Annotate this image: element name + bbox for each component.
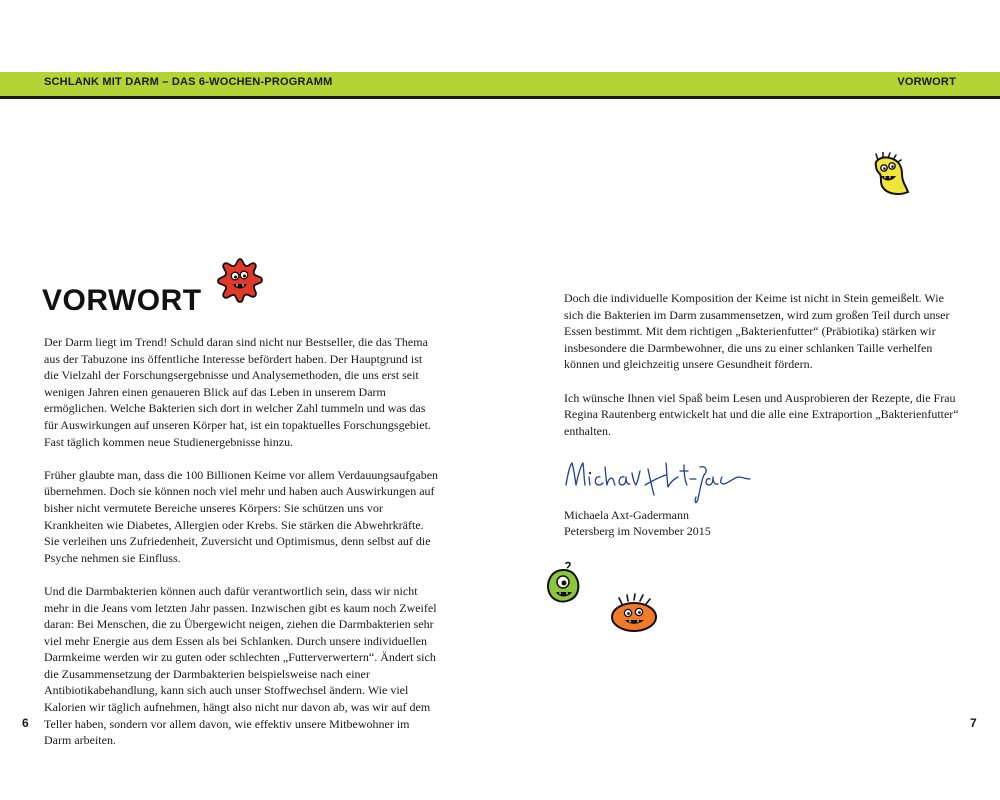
paragraph: Und die Darmbakterien können auch dafür verantwortlich sein, dass wir nicht mehr in die Jeans vom letzten Jahr passen. Inzwischen gibt es kaum noch Zweifel daran: Bei Menschen, die zu Übergewicht neigen, ziehen die Darmbakterien sehr viel mehr Energie aus dem Essen als bei Schlanken. Durch unsere individuellen Darmkeime werden wir zu guten oder schlechten „Futterverwertern“. Ändert sich die Zusammensetzung der Darmbakterien beispielsweise nach einer Antibiotikabehandlung, kann sich auch unser Stoffwechsel ändern. Wie viel Kalorien wir täglich aufnehmen, hängt also nicht nur davon ab, was wir auf dem Teller haben, sondern vor allem davon, wie effektiv unsere Mitbewohner im Darm arbeiten. [44,583,437,748]
green-bacteria-mascot-icon [544,560,584,608]
page-title: VORWORT [42,284,202,317]
left-text-column [44,334,439,765]
right-text-column [564,290,959,456]
paragraph: Früher glaubte man, dass die 100 Billionen Keime vor allem Verdauungsaufgaben übernehmen. Doch sie können noch viel mehr und haben auch Auswirkungen auf bisher nicht vermutete Bereiche unseres Körpers: Sie schützen uns vor Krankheiten wie Diabetes, Allergien oder Krebs. Sie stärken die Abwehrkräfte. Sie verleihen uns Zufriedenheit, Zuversicht und Optimismus, denn selbst auf die Psyche nehmen sie Einfluss. [44,467,439,565]
running-header-right: VORWORT [897,76,956,88]
running-header-left: SCHLANK MIT DARM – DAS 6-WOCHEN-PROGRAMM [44,76,333,88]
orange-bacteria-mascot-icon [608,592,660,636]
handwritten-signature [562,455,752,507]
signature-place-date: Petersberg im November 2015 [564,524,711,538]
page-number-right: 7 [970,716,977,730]
paragraph: Ich wünsche Ihnen viel Spaß beim Lesen und Ausprobieren der Rezepte, die Frau Regina Rautenberg entwickelt hat und die alle eine Extraportion „Bakterienfutter“ enthalten. [564,390,959,438]
yellow-bacteria-mascot-icon [868,152,916,200]
page-number-left: 6 [22,716,29,730]
red-bacteria-mascot-icon [216,256,264,304]
signature-name: Michaela Axt-Gadermann [564,508,689,522]
paragraph: Der Darm liegt im Trend! Schuld daran sind nicht nur Bestseller, die das Thema aus der Tabuzone ins öffentliche Interesse befördert haben. Der Hauptgrund ist die Vielzahl der Forschungsergebnisse und Analysemethoden, die uns erst seit wenigen Jahren einen genaueren Blick auf das Leben in unserem Darm ermöglichen. Welche Bakterien sich dort in welcher Zahl tummeln und was das für Auswirkungen auf unseren Körper hat, ist ein topaktuelles Forschungsgebiet. Fast täglich kommen neue Studienergebnisse hinzu. [44,335,431,449]
paragraph: Doch die individuelle Komposition der Keime ist nicht in Stein gemeißelt. Wie sich die Bakterien im Darm zusammensetzen, wird zum großen Teil durch unser Essen bestimmt. Mit dem richtigen „Bakterienfutter“ (Präbiotika) stärken wir insbesondere die Darmbewohner, die uns zu einer schlanken Taille verhelfen können und gleichzeitig unsere Gesundheit fördern. [564,291,950,372]
